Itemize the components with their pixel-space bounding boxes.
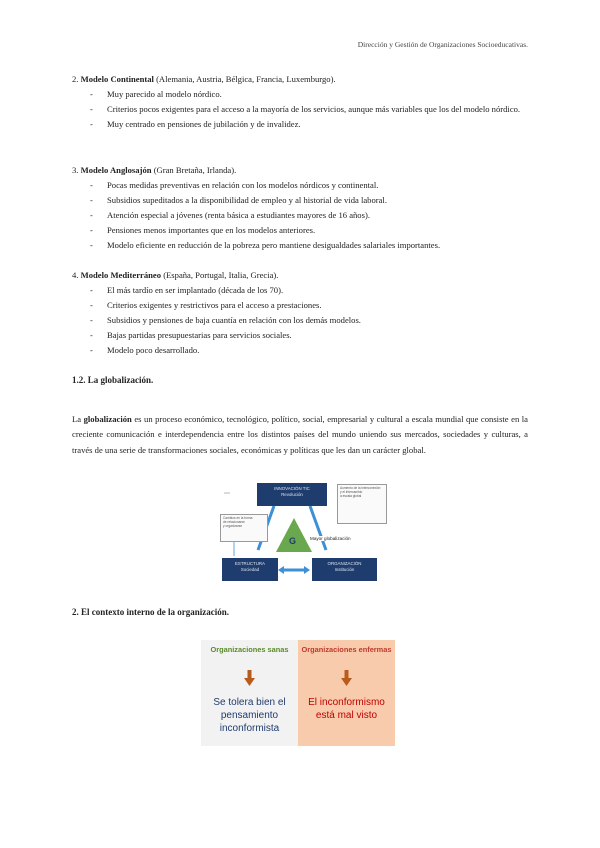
list-item: - Atención especial a jóvenes (renta básica a estudiantes mayores de 16 años). [72,208,528,223]
arrowhead-left [278,566,284,574]
box-estructura: ESTRUCTURA Sociedad [222,558,278,581]
healthy-title: Organizaciones sanas [210,645,289,654]
mayor-globalizacion-label: Mayor globalización [310,536,351,541]
model-name: Modelo Mediterráneo [80,270,162,280]
list-item: - Muy parecido al modelo nórdico. [72,87,528,102]
internal-context-heading: 2. El contexto interno de la organización. [72,607,229,617]
box-organizacion: ORGANIZACIÓN Institución [312,558,377,581]
down-arrow-icon [341,670,352,686]
down-arrow-icon [244,670,255,686]
note-right: Aumento de la interconexión y el intercambio a escala global [337,484,387,524]
model-name: Modelo Continental [80,74,154,84]
section-modelo-mediterraneo [72,268,528,358]
model-name: Modelo Anglosajón [80,165,152,175]
bullet-list [72,178,528,253]
arrow-top-right [310,506,326,550]
list-item: - Modelo eficiente en reducción de la pobreza pero mantiene desigualdades salariales importantes. [72,238,528,253]
sick-text: El inconformismo está mal visto [308,697,385,721]
box-innovacion: INNOVACIÓN TIC Revolución [257,483,327,506]
note-left: Cambios en la forma de relacionarse y organizarse [220,514,268,542]
bullet-list [72,283,528,358]
arrowhead-right [304,566,310,574]
section-title: 2. Modelo Continental (Alemania, Austria, Bélgica, Francia, Luxemburgo). [72,74,336,84]
globalization-diagram [220,478,385,583]
sick-organizations-column [298,640,395,746]
globalization-paragraph: La globalización es un proceso económico, tecnológico, político, social, empresarial y cultural a escala mundial que consiste en la creciente comunicación e interdependencia entre los distintos países del mundo uniendo sus mercados, sociedades y culturas, a través de una serie de transformaciones sociales, económicas y políticas que les dan un carácter global. [72,413,528,455]
section-title: 3. Modelo Anglosajón (Gran Bretaña, Irlanda). [72,165,237,175]
section-modelo-anglosajon [72,163,528,253]
healthy-text: Se tolera bien el pensamiento inconformista [213,697,286,734]
sick-title: Organizaciones enfermas [301,645,392,654]
section-title: 4. Modelo Mediterráneo (España, Portugal, Italia, Grecia). [72,270,279,280]
list-item: - Subsidios supeditados a la disponibilidad de empleo y al historial de vida laboral. [72,193,528,208]
running-header: Dirección y Gestión de Organizaciones Socioeducativas. [357,40,528,49]
list-item: - Muy centrado en pensiones de jubilación y de invalidez. [72,117,528,132]
term-globalizacion: globalización [83,413,132,424]
healthy-organizations-column [201,640,298,746]
list-item: - Subsidios y pensiones de baja cuantía en relación con los demás modelos. [72,313,528,328]
list-item: - Modelo poco desarrollado. [72,343,528,358]
globalization-triangle [276,518,312,552]
list-item: - Bajas partidas presupuestarias para servicios sociales. [72,328,528,343]
list-item: - Pocas medidas preventivas en relación con los modelos nórdicos y continental. [72,178,528,193]
bullet-list [72,87,528,132]
list-item: - Criterios pocos exigentes para el acceso a la mayoría de los servicios, aunque más variables que los del modelo nórdico. [72,102,528,117]
list-item: - Criterios exigentes y restrictivos para el acceso a prestaciones. [72,298,528,313]
list-item: - Pensiones menos importantes que en los modelos anteriores. [72,223,528,238]
globalization-heading: 1.2. La globalización. [72,375,154,385]
list-item: - El más tardío en ser implantado (década de los 70). [72,283,528,298]
center-letter: G [289,536,297,546]
section-modelo-continental [72,72,528,132]
